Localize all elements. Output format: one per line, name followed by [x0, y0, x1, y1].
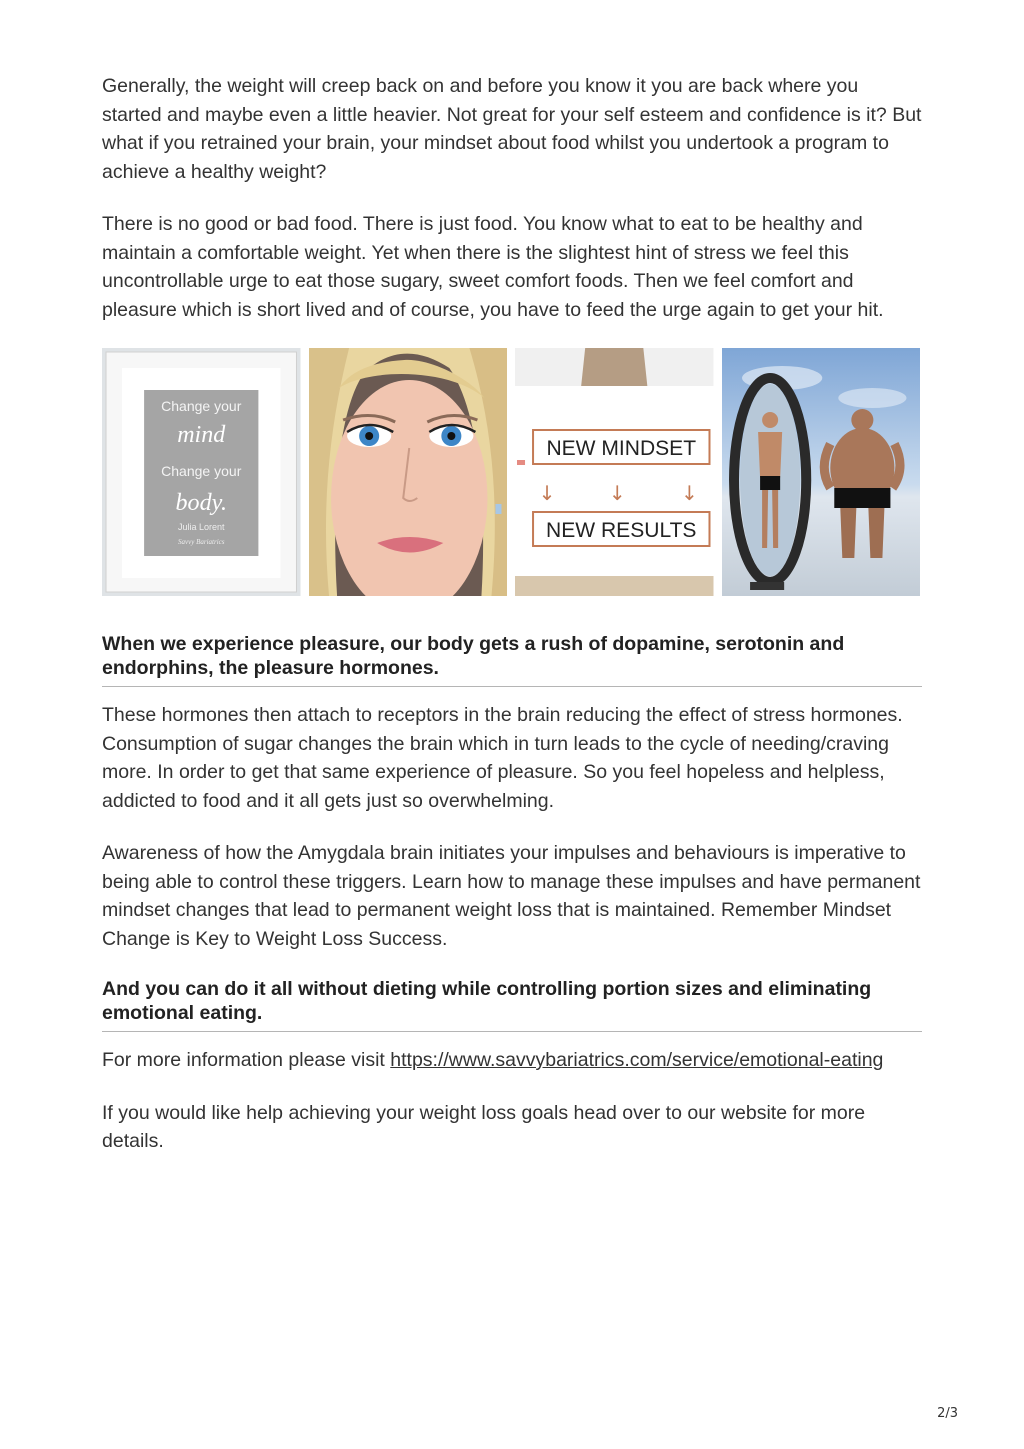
new-mindset-sign-image	[515, 348, 714, 596]
sign-new-mindset: NEW MINDSET	[546, 437, 697, 460]
more-info-prefix: For more information please visit	[102, 1049, 391, 1071]
frame-line1: Change your	[161, 398, 242, 414]
paragraph-hormones: These hormones then attach to receptors in the brain reducing the effect of stress hormones. Consumption of sugar changes the brain which in turn leads to the cycle of needing/craving more. In order to get that same experience of pleasure. So you feel hopeless and helpless, addicted to food and it all gets just so overwhelming.	[102, 704, 903, 812]
arrow-down-icon: ↓	[538, 481, 556, 505]
arrow-down-icon: ↓	[608, 481, 626, 505]
frame-brand: Savvy Bariatrics	[177, 538, 225, 546]
frame-word2: body.	[175, 490, 227, 516]
page-number: 2/3	[937, 1406, 958, 1421]
image-strip	[102, 348, 920, 596]
paragraph-more-info	[102, 1046, 922, 1075]
paragraph-weight-creep: Generally, the weight will creep back on and before you know it you are back where you started and maybe even a little heavier. Not great for your self esteem and confidence is it? But what if you retrained your brain, your mindset about food whilst you undertook a program to achieve a healthy weight?	[102, 75, 922, 183]
paragraph-no-bad-food: There is no good or bad food. There is just food. You know what to eat to be healthy and maintain a comfortable weight. Yet when there is the slightest hint of stress we feel this uncontrollable urge to eat those sugary, sweet comfort foods. Then we feel comfort and pleasure which is short lived and of course, you have to feed the urge again to get your hit.	[102, 213, 884, 321]
frame-word1: mind	[177, 422, 226, 448]
framed-quote-image	[102, 348, 301, 596]
heading-pleasure-hormones: When we experience pleasure, our body gets a rush of dopamine, serotonin and endorphins, the pleasure hormones.	[102, 632, 922, 687]
paragraph-amygdala: Awareness of how the Amygdala brain initiates your impulses and behaviours is imperative to being able to control these triggers. Learn how to manage these impulses and have permanent mindset changes that lead to permanent weight loss that is maintained. Remember Mindset Change is Key to Weight Loss Success.	[102, 842, 921, 950]
emotional-eating-link[interactable]: https://www.savvybariatrics.com/service/emotional-eating	[390, 1049, 884, 1071]
mirror-reflection-image	[722, 348, 921, 596]
paragraph-closing: If you would like help achieving your weight loss goals head over to our website for more details.	[102, 1101, 866, 1152]
sign-new-results: NEW RESULTS	[546, 519, 697, 542]
arrow-down-icon: ↓	[681, 481, 698, 505]
face-portrait-image	[309, 348, 508, 596]
document-body	[102, 72, 922, 1180]
frame-author: Julia Lorent	[177, 522, 225, 532]
frame-line2: Change your	[161, 463, 242, 479]
heading-without-dieting: And you can do it all without dieting while controlling portion sizes and eliminating emotional eating.	[102, 977, 922, 1032]
